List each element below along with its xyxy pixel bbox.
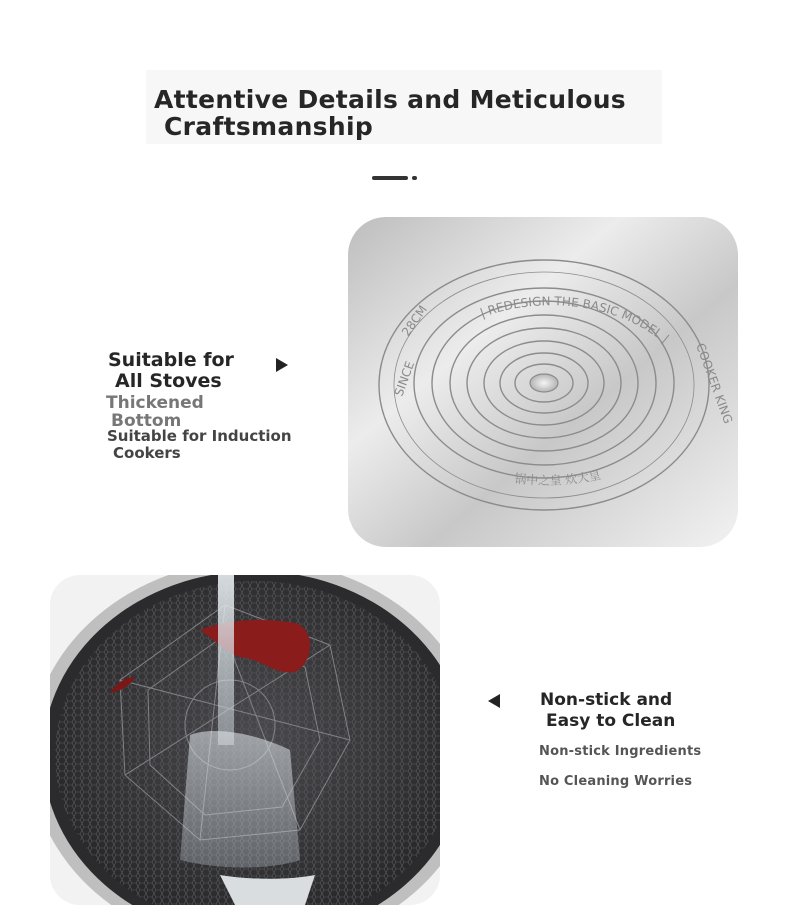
engraving-size-text: 28CM (398, 302, 430, 339)
page-title-line-2: Craftsmanship (164, 112, 374, 141)
engraving-brand-text: COOKER KING (693, 341, 736, 426)
feature-stoves-sub-2: Bottom (111, 411, 182, 431)
feature-nonstick-heading-1: Non-stick and (540, 690, 673, 710)
pan-bottom-image (348, 217, 738, 547)
feature-stoves-heading-2: All Stoves (115, 370, 222, 392)
nonstick-pan-illustration (50, 575, 440, 905)
nonstick-pan-image (50, 575, 440, 905)
feature-nonstick-text (532, 690, 772, 789)
feature-stoves-text (100, 350, 330, 462)
arrow-left-icon (488, 694, 500, 708)
feature-stoves-sub-1: Thickened (106, 393, 204, 413)
engraving-since-text: SINCE (391, 359, 418, 399)
page-title-line-1: Attentive Details and Meticulous (154, 85, 626, 114)
engraving-top-text: | REDESIGN THE BASIC MODEL | (478, 294, 672, 346)
divider-dot (412, 176, 417, 180)
feature-nonstick-detail-2: No Cleaning Worries (539, 774, 693, 789)
arrow-right-icon (276, 358, 288, 372)
feature-nonstick-detail-1: Non-stick Ingredients (539, 744, 702, 759)
engraving-chinese-text: 锅中之皇 炊大皇 (513, 467, 603, 488)
page-title (146, 70, 662, 144)
divider-bar (372, 176, 408, 180)
feature-stoves-detail-1: Suitable for Induction (107, 427, 292, 445)
feature-nonstick-heading-2: Easy to Clean (546, 711, 676, 731)
feature-stoves-heading-1: Suitable for (108, 349, 234, 371)
feature-stoves-detail-2: Cookers (113, 444, 181, 462)
pan-bottom-illustration (348, 217, 738, 547)
